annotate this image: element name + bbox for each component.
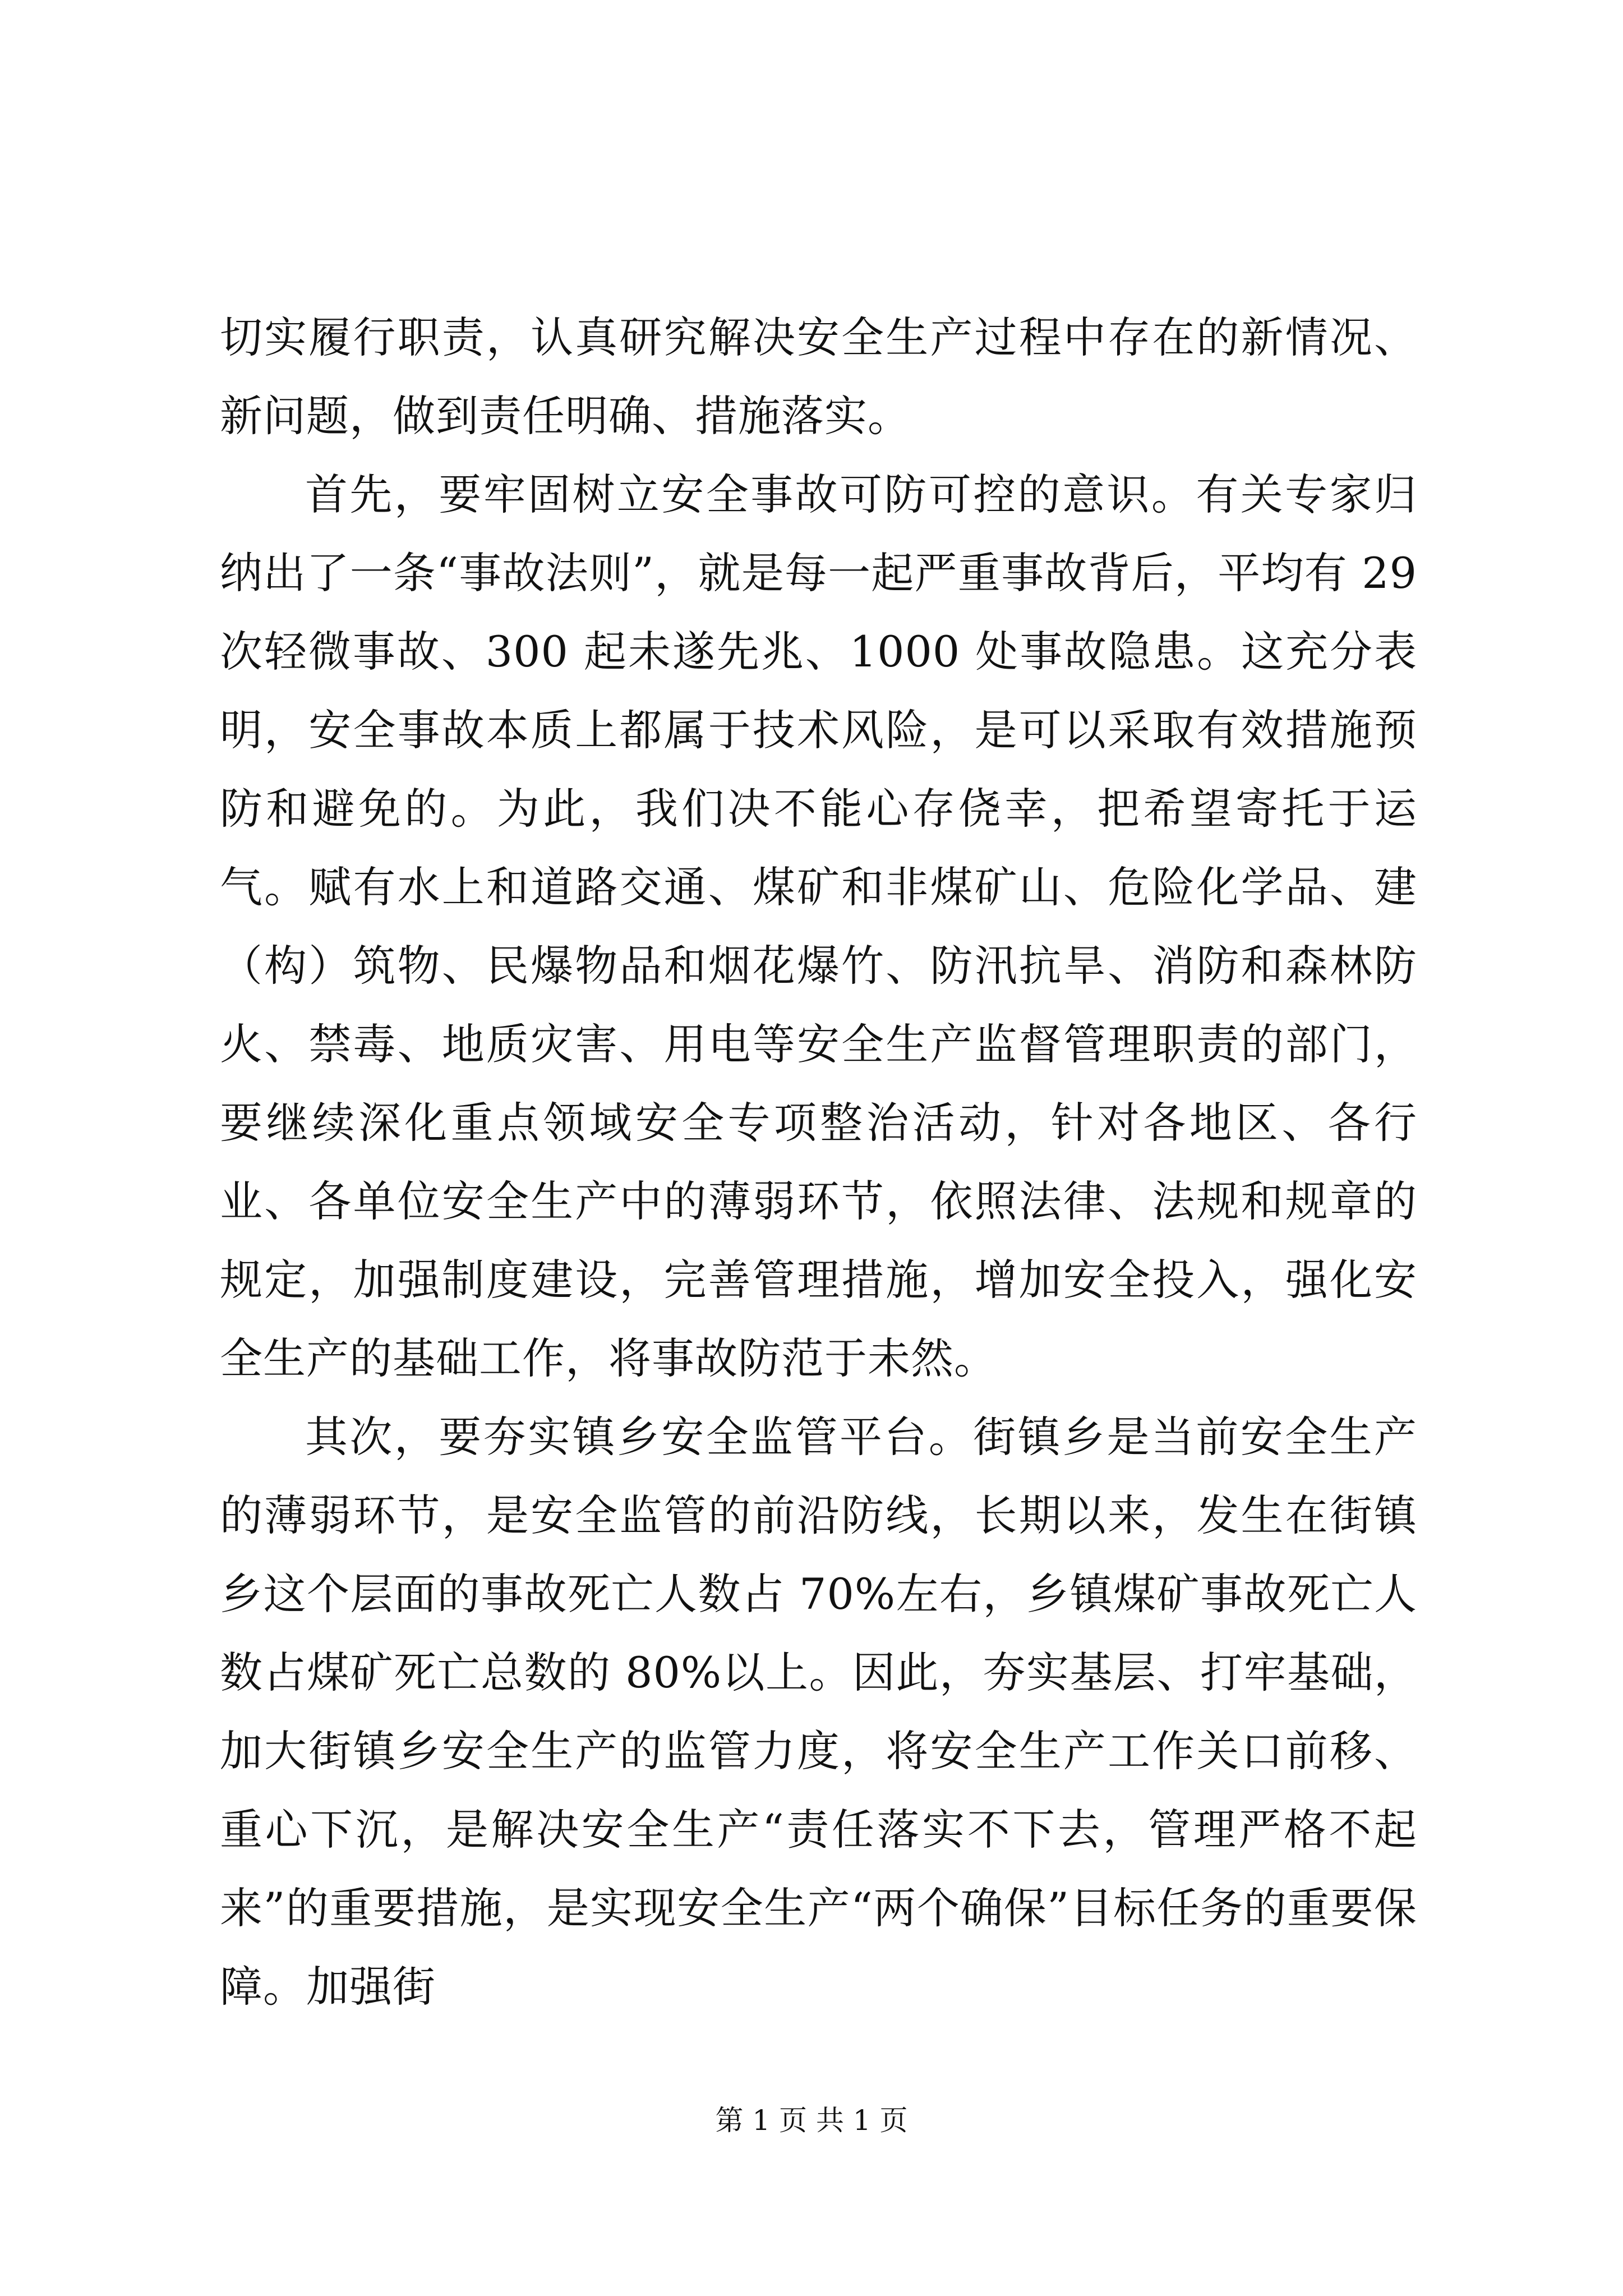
document-body [220, 298, 1417, 2026]
page-footer: 第 1 页 共 1 页 [715, 2104, 908, 2137]
paragraph-3: 其次，要夯实镇乡安全监管平台。街镇乡是当前安全生产的薄弱环节，是安全监管的前沿防线，长期以来，发生在街镇乡这个层面的事故死亡人数占 70%左右，乡镇煤矿事故死亡人数占煤矿死亡总数的 80%以上。因此，夯实基层、打牢基础，加大街镇乡安全生产的监管力度，将安全生产工作关口前移、重心下沉，是解决安全生产“责任落实不下去，管理严格不起来”的重要措施，是实现安全生产“两个确保”目标任务的重要保障。加强街 [220, 1412, 1417, 2012]
paragraph-2: 首先，要牢固树立安全事故可防可控的意识。有关专家归纳出了一条“事故法则”，就是每一起严重事故背后，平均有 29 次轻微事故、300 起未遂先兆、1000 处事故隐患。这充分表明，安全事故本质上都属于技术风险，是可以采取有效措施预防和避免的。为此，我们决不能心存侥幸，把希望寄托于运气。赋有水上和道路交通、煤矿和非煤矿山、危险化学品、建（构）筑物、民爆物品和烟花爆竹、防汛抗旱、消防和森林防火、禁毒、地质灾害、用电等安全生产监督管理职责的部门，要继续深化重点领域安全专项整治活动，针对各地区、各行业、各单位安全生产中的薄弱环节，依照法律、法规和规章的规定，加强制度建设，完善管理措施，增加安全投入，强化安全生产的基础工作，将事故防范于未然。 [220, 470, 1417, 1383]
paragraph-1: 切实履行职责，认真研究解决安全生产过程中存在的新情况、新问题，做到责任明确、措施落实。 [220, 312, 1417, 441]
